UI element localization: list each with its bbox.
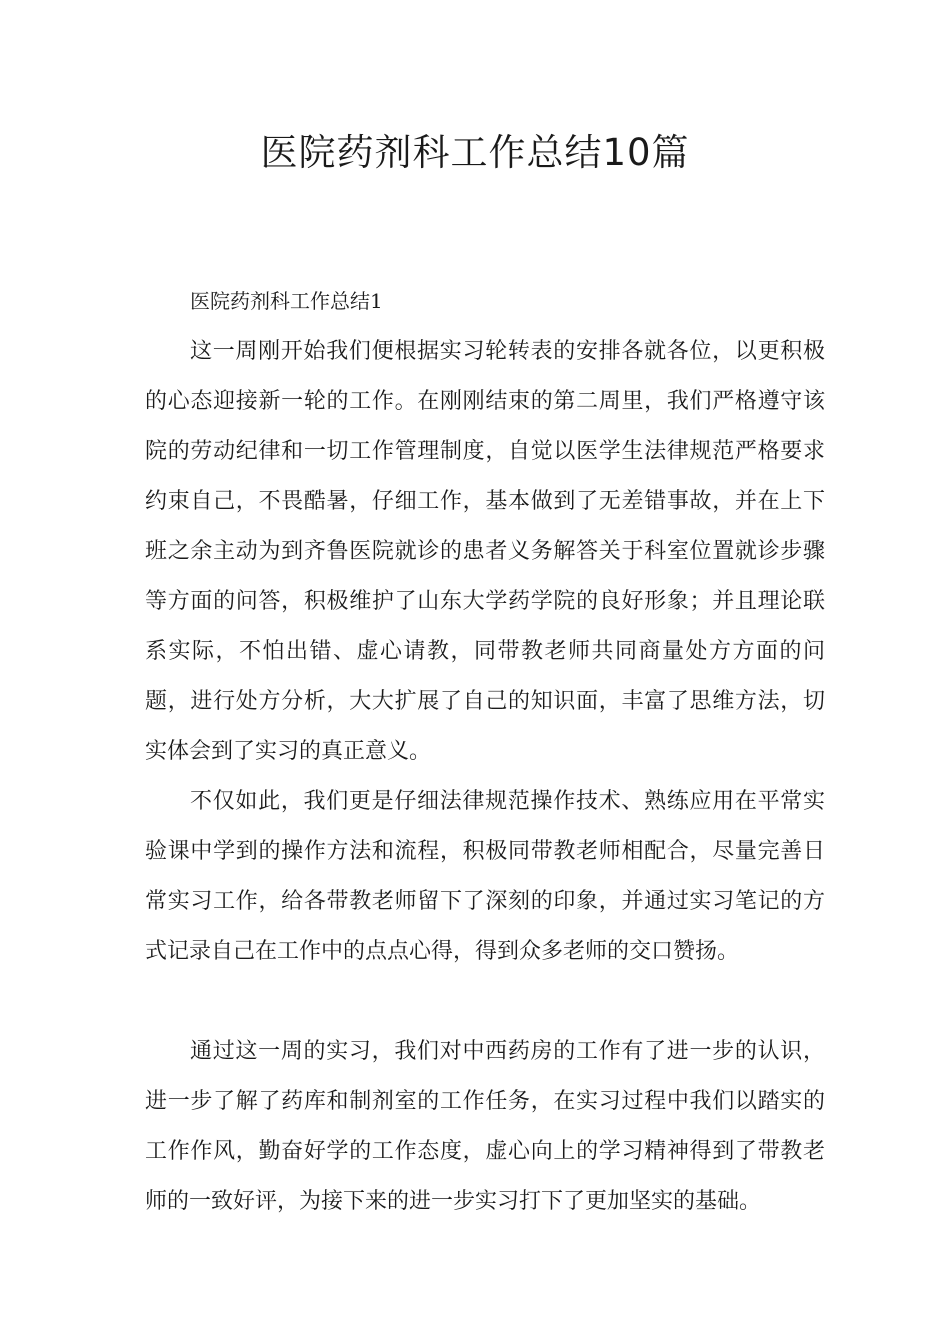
paragraph-3: 通过这一周的实习，我们对中西药房的工作有了进一步的认识，进一步了解了药库和制剂室的工作任务，在实习过程中我们以踏实的工作作风，勤奋好学的工作态度，虚心向上的学习精神得到了带教老师的一致好评，为接下来的进一步实习打下了更加坚实的基础。 bbox=[145, 1039, 825, 1214]
paragraph-2: 不仅如此，我们更是仔细法律规范操作技术、熟练应用在平常实验课中学到的操作方法和流程，积极同带教老师相配合，尽量完善日常实习工作，给各带教老师留下了深刻的印象，并通过实习笔记的方式记录自己在工作中的点点心得，得到众多老师的交口赞扬。 bbox=[145, 789, 825, 964]
paragraph-1: 这一周刚开始我们便根据实习轮转表的安排各就各位，以更积极的心态迎接新一轮的工作。在刚刚结束的第二周里，我们严格遵守该院的劳动纪律和一切工作管理制度，自觉以医学生法律规范严格要求约束自己，不畏酷暑，仔细工作，基本做到了无差错事故，并在上下班之余主动为到齐鲁医院就诊的患者义务解答关于科室位置就诊步骤等方面的问答，积极维护了山东大学药学院的良好形象；并且理论联系实际，不怕出错、虚心请教，同带教老师共同商量处方方面的问题，进行处方分析，大大扩展了自己的知识面，丰富了思维方法，切实体会到了实习的真正意义。 bbox=[145, 339, 825, 764]
document-title: 医院药剂科工作总结10篇 bbox=[260, 131, 690, 174]
section-heading: 医院药剂科工作总结1 bbox=[190, 289, 383, 313]
